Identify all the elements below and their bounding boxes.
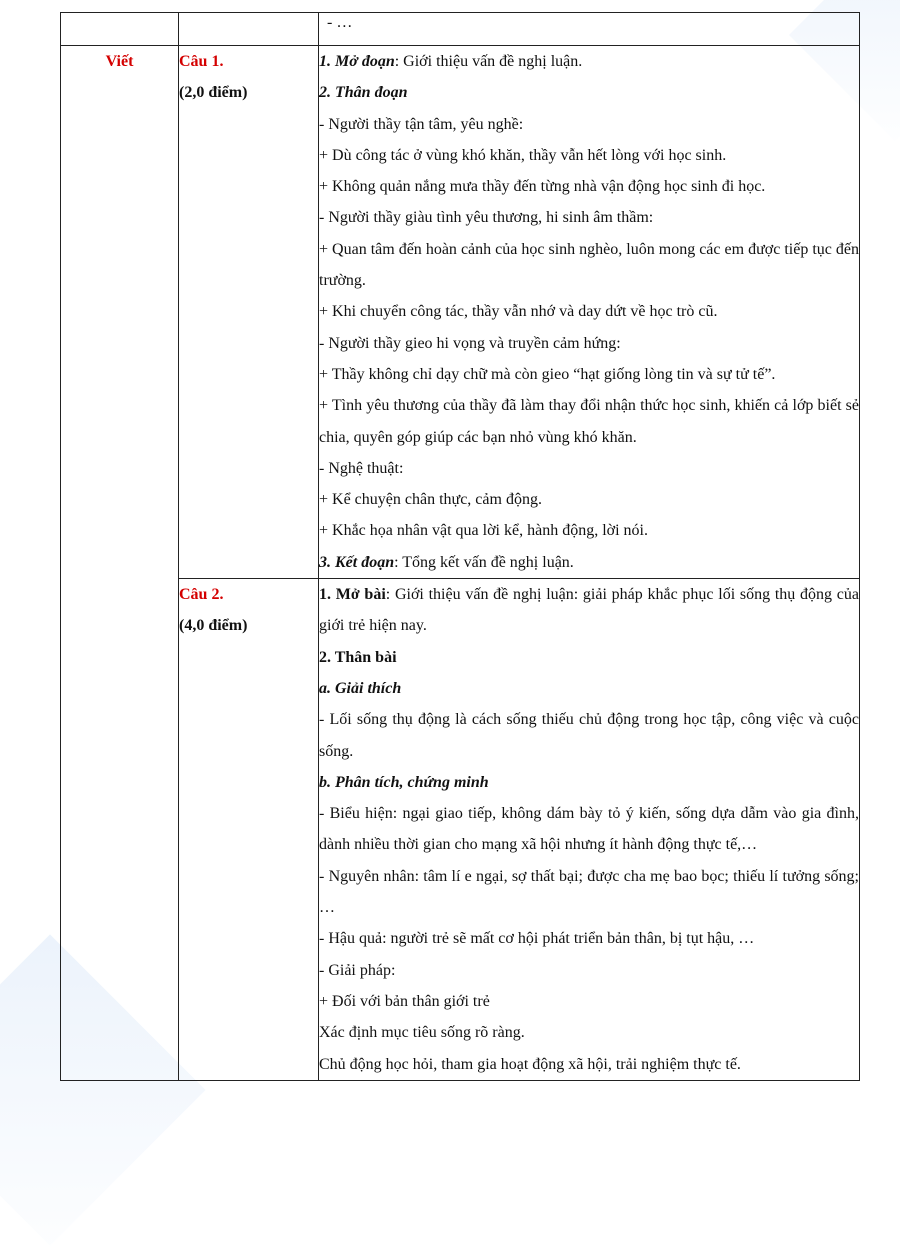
answer-line: Chủ động học hỏi, tham gia hoạt động xã hội, trải nghiệm thực tế. [319,1055,741,1073]
answer-line: 1. Mở đoạn: Giới thiệu vấn đề nghị luận. [319,53,583,70]
answer-subheading: b. Phân tích, chứng minh [319,773,489,791]
answer-line: 1. Mở bài: Giới thiệu vấn đề nghị luận: giải pháp khắc phục lối sống thụ động của giới trẻ hiện nay. [319,586,859,635]
continuation-text: - … [327,14,353,31]
question-points: (2,0 điểm) [179,84,248,101]
answer-line: - Lối sống thụ động là cách sống thiếu chủ động trong học tập, công việc và cuộc sống. [319,711,859,760]
answer-line: Xác định mục tiêu sống rõ ràng. [319,1024,525,1042]
answer-line: + Đối với bản thân giới trẻ [319,992,490,1010]
answer-line: + Khi chuyển công tác, thầy vẫn nhớ và day dứt về học trò cũ. [319,303,718,321]
answer-line: + Thầy không chỉ dạy chữ mà còn gieo “hạt giống lòng tin và sự tử tế”. [319,365,776,383]
answer-line: - Người thầy tận tâm, yêu nghề: [319,115,524,133]
answer-key-table [60,12,860,1081]
answer-line: - Giải pháp: [319,961,396,979]
table-row [61,579,860,1081]
answer-line: + Tình yêu thương của thầy đã làm thay đổi nhận thức học sinh, khiến cả lớp biết sẻ chia, quyên góp giúp các bạn nhỏ vùng khó khăn. [319,397,859,446]
answer-line: + Kể chuyện chân thực, cảm động. [319,491,542,509]
answer-line: - Biểu hiện: ngại giao tiếp, không dám bày tỏ ý kiến, sống dựa dẫm vào gia đình, dành nhiều thời gian cho mạng xã hội nhưng ít hành động thực tế,… [319,805,859,854]
table-row [61,13,860,46]
question-title: Câu 1. [179,53,224,70]
answer-cell [319,46,860,579]
answer-line: + Khắc họa nhân vật qua lời kể, hành động, lời nói. [319,522,648,540]
table-row [61,46,860,579]
answer-subheading: a. Giải thích [319,679,402,697]
answer-line: + Dù công tác ở vùng khó khăn, thầy vẫn hết lòng với học sinh. [319,146,727,164]
question-title: Câu 2. [179,586,224,604]
section-cell [61,46,179,1081]
answer-line: - Nghệ thuật: [319,459,404,477]
section-label: Viết [105,53,134,70]
question-cell [179,46,319,579]
answer-heading: 2. Thân bài [319,648,397,666]
answer-line: - Người thầy gieo hi vọng và truyền cảm hứng: [319,334,621,352]
answer-line: 3. Kết đoạn: Tổng kết vấn đề nghị luận. [319,553,574,571]
question-points: (4,0 điểm) [179,617,248,635]
answer-heading: 2. Thân đoạn [319,84,408,102]
answer-line: - Nguyên nhân: tâm lí e ngại, sợ thất bại; được cha mẹ bao bọc; thiếu lí tưởng sống; … [319,867,859,917]
question-cell [179,579,319,1081]
answer-cell [319,579,860,1081]
answer-line: - Hậu quả: người trẻ sẽ mất cơ hội phát triển bản thân, bị tụt hậu, … [319,930,755,948]
answer-line: + Không quản nắng mưa thầy đến từng nhà vận động học sinh đi học. [319,178,766,196]
answer-line: + Quan tâm đến hoàn cảnh của học sinh nghèo, luôn mong các em được tiếp tục đến trường. [319,240,859,290]
answer-line: - Người thầy giàu tình yêu thương, hi sinh âm thầm: [319,209,654,227]
